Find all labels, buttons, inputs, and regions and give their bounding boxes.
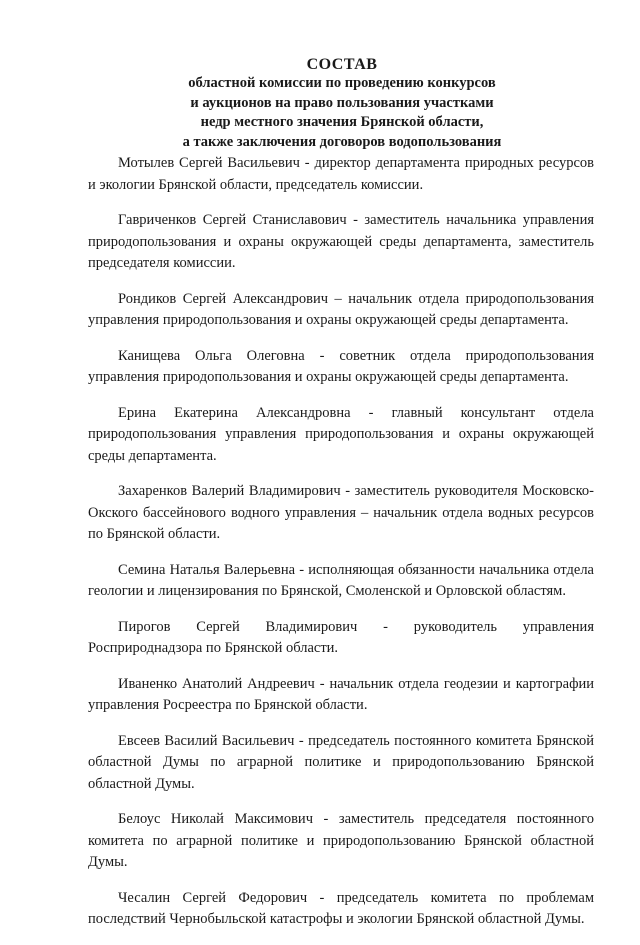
document-title: СОСТАВ xyxy=(306,56,378,73)
member-entry-3: Рондиков Сергей Александрович – начальник отдела природопользования управления природопользования и охраны окружающей среды департамента. xyxy=(88,290,594,328)
member-entry-11: Белоус Николай Максимович - заместитель председателя постоянного комитета по аграрной политике и природопользованию Брянской областной Думы. xyxy=(88,811,594,870)
member-entry-7: Семина Наталья Валерьевна - исполняющая обязанности начальника отдела геологии и лицензирования по Брянской, Смоленской и Орловской областям. xyxy=(88,561,594,599)
member-entry-8: Пирогов Сергей Владимирович - руководитель управления Росприроднадзора по Брянской области. xyxy=(88,618,594,656)
member-entry-1: Мотылев Сергей Васильевич - директор департамента природных ресурсов и экологии Брянской области, председатель комиссии. xyxy=(88,155,594,193)
document-subtitle-line-3: недр местного значения Брянской области, xyxy=(200,114,484,130)
member-entry-4: Канищева Ольга Олеговна - советник отдела природопользования управления природопользования и охраны окружающей среды департамента. xyxy=(88,347,594,385)
member-entry-2: Гавриченков Сергей Станиславович - заместитель начальника управления природопользования и охраны окружающей среды департамента, заместитель председателя комиссии. xyxy=(88,212,594,271)
document-subtitle-line-1: областной комиссии по проведению конкурсов xyxy=(188,75,496,91)
member-entry-12: Чесалин Сергей Федорович - председатель комитета по проблемам последствий Чернобыльской катастрофы и экологии Брянской областной Думы. xyxy=(88,889,594,927)
document-subtitle-line-4: а также заключения договоров водопользования xyxy=(182,133,502,150)
member-entry-9: Иваненко Анатолий Андреевич - начальник отдела геодезии и картографии управления Росреестра по Брянской области. xyxy=(88,675,594,713)
commission-member-list xyxy=(88,153,594,945)
document-subtitle-line-2: и аукционов на право пользования участками xyxy=(190,94,494,111)
member-entry-10: Евсеев Василий Васильевич - председатель постоянного комитета Брянской областной Думы по аграрной политике и природопользованию Брянской областной Думы. xyxy=(88,732,594,792)
document-title-block xyxy=(88,55,596,152)
member-entry-5: Ерина Екатерина Александровна - главный консультант отдела природопользования управления природопользования и охраны окружающей среды департамента. xyxy=(88,404,594,464)
member-entry-6: Захаренков Валерий Владимирович - заместитель руководителя Московско-Окского бассейнового водного управления – начальник отдела водных ресурсов по Брянской области. xyxy=(88,483,594,542)
